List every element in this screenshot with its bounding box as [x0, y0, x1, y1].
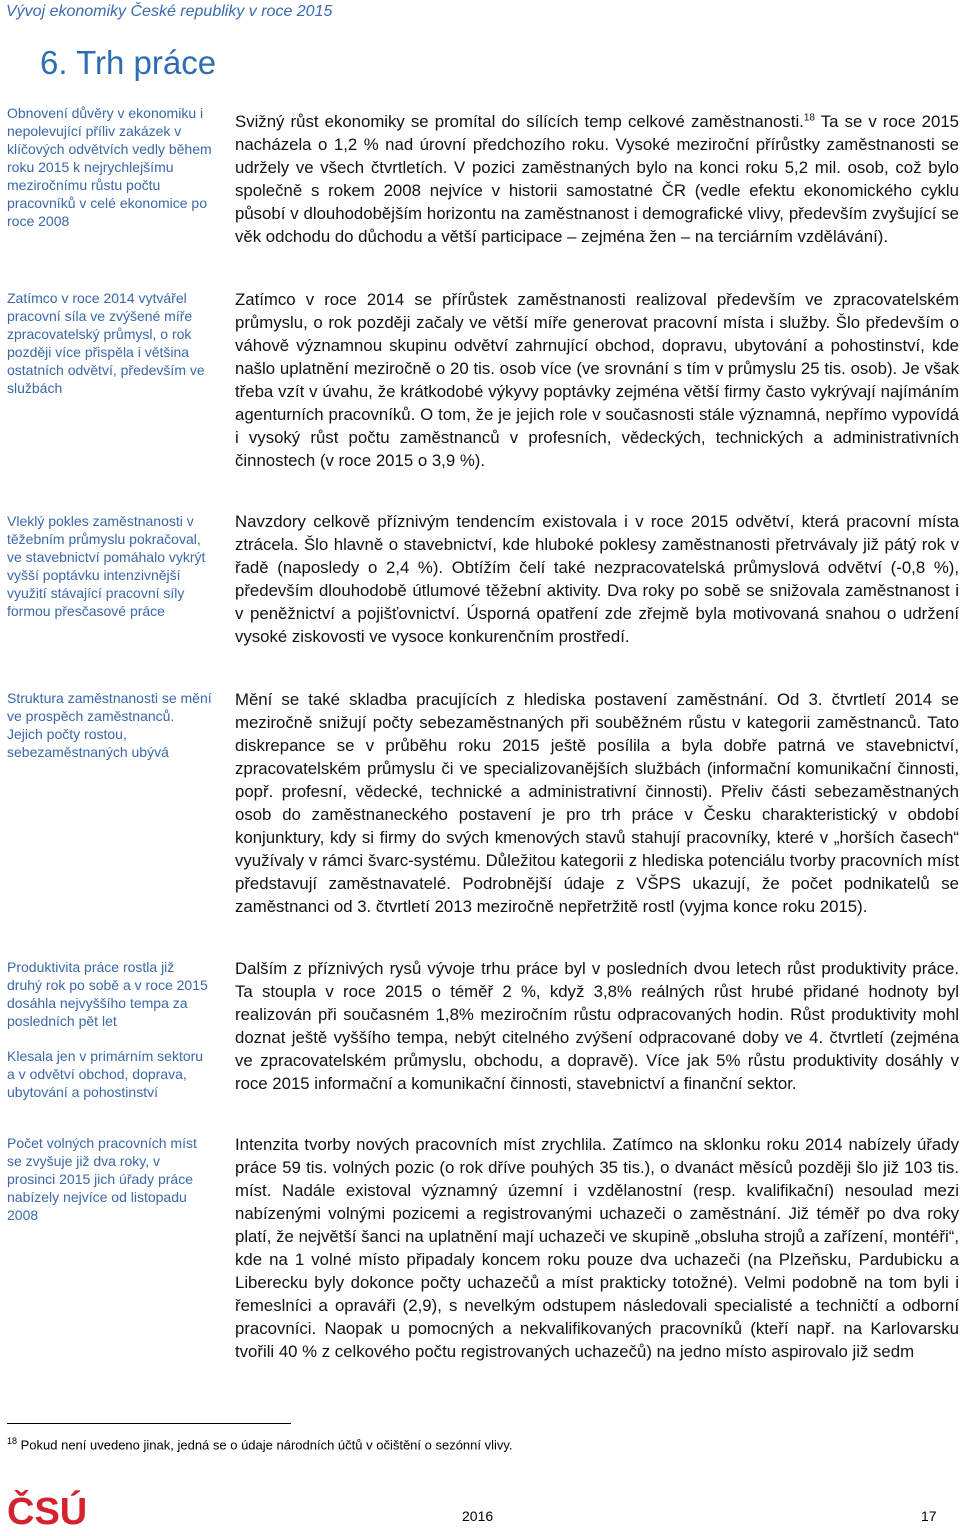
body-paragraph: Navzdory celkově příznivým tendencím existovala i v roce 2015 odvětví, která pracovní místa ztrácela. Šlo hlavně o stavebnictví, kde hluboké poklesy zaměstnanosti přetrvávaly již pátý rok v řadě (naposledy o 2,4 %). Obtížím čelí také nezpracovatelská průmyslová odvětví (-0,8 %), především dlouhodobě útlumové těžební aktivity. Dva roky po sobě se snižovala zaměstnanost i v peněžnictví a pojišťovnictví. Úsporná opatření zde zřejmě byla motivovaná snahou o udržení vysoké ziskovosti ve vysoce konkurenčním prostředí.	[235, 512, 959, 646]
running-header-title: Vývoj ekonomiky České republiky v roce 2015	[6, 3, 333, 20]
side-note: Zatímco v roce 2014 vytvářel pracovní síla ve zvýšené míře zpracovatelský průmysl, o rok později více přispěla i většina ostatních odvětví, především ve službách	[7, 290, 205, 396]
footer-year: 2016	[462, 1508, 494, 1524]
side-note: Obnovení důvěry v ekonomiku i nepolevující příliv zakázek v klíčových odvětvích vedly během roku 2015 k nejrychlejšímu meziročnímu růstu počtu pracovníků v celé ekonomice po roce 2008	[7, 105, 212, 229]
footnote-number: 18	[7, 1436, 18, 1446]
paragraph-text: Ta se v roce 2015 nacházela o 1,2 % nad úrovní předchozího roku. Vysoké meziroční přírůstky zaměstnanosti se udržely ve všech čtvrtletích. V pozici zaměstnaných bylo na konci roku 5,2 mil. osob, což bylo společně s rokem 2008 nejvíce v historii samostatné ČR (vedle efektu ekonomického cyklu působí v dlouhodobějším horizontu na zaměstnanost i demografické vlivy, především zvyšující se věk odchodu do důchodu a větší participace – zejména žen – na terciárním vzdělávání).	[235, 112, 959, 246]
side-note: Produktivita práce rostla již druhý rok po sobě a v roce 2015 dosáhla nejvyššího tempa za posledních pět let	[7, 959, 208, 1029]
chapter-title: 6. Trh práce	[40, 44, 217, 81]
paragraph-text: Svižný růst ekonomiky se promítal do sílících temp celkové zaměstnanosti.	[235, 112, 804, 131]
body-paragraph: Intenzita tvorby nových pracovních míst zrychlila. Zatímco na sklonku roku 2014 nabízely úřady práce 59 tis. volných pozic (o rok dříve pouhých 35 tis.), o dvanáct měsíců později šlo již 103 tis. míst. Nadále existoval významný územní i vzdělanostní (resp. kvalifikační) nesoulad mezi nabízenými volnými pozicemi a registrovanými uchazeči o zaměstnání. Již téměř po dva roky platí, že největší šanci na uplatnění mají uchazeči ve skupině „obsluha strojů a zařízení, montéři“, kde na 1 volné místo připadaly koncem roku pouze dva uchazeči (na Plzeňsku, Pardubicku a Liberecku byly dokonce počty uchazečů a míst prakticky totožné). Velmi podobně na tom byli i řemeslníci a opraváři (2,9), s nevelkým odstupem následovali specialisté a techničtí a odborní pracovníci. Naopak u pomocných a nekvalifikovaných pracovníků (kteří např. na Karlovarsku tvořili 40 % z celkového počtu registrovaných uchazečů) na jedno místo aspirovalo již sedm	[235, 1135, 959, 1361]
body-paragraph: Dalším z příznivých rysů vývoje trhu práce byl v posledních dvou letech růst produktivity práce. Ta stoupla v roce 2015 o téměř 2 %, když 3,8% reálných růst hrubé přidané hodnoty byl realizován při současném 1,8% meziročním růstu odpracovaných hodin. Růst produktivity mohl doznat ještě vyššího tempa, nebýt citelného zvýšení odpracované doby ve 4. čtvrtletí (zejména ve zpracovatelském průmyslu, obchodu, a dopravě). Více jak 5% růstu produktivity dosáhly v roce 2015 informační a komunikační činnosti, stavebnictví a finanční sektor.	[235, 959, 959, 1093]
side-note: Vleklý pokles zaměstnanosti v těžebním průmyslu pokračoval, ve stavebnictví pomáhalo vykrýt vyšší poptávku intenzivnější využití stávající pracovní síly formou přesčasové práce	[7, 513, 206, 619]
footnote	[7, 1436, 513, 1452]
body-paragraph: Mění se také skladba pracujících z hlediska postavení zaměstnání. Od 3. čtvrtletí 2014 se meziročně snižují počty sebezaměstnaných při souběžném růstu v kategorii zaměstnanců. Tato diskrepance se v průběhu roku 2015 ještě posílila a byla dobře patrná ve stavebnictví, zpracovatelském průmyslu či ve specializovanějších službách (informační komunikační činnosti, popř. profesní, vědecké, technické a administrativní činnosti). Přeliv části sebezaměstnaných osob do zaměstnaneckého postavení je pro trh práce v Česku charakteristický v období konjunktury, kdy si firmy do svých kmenových stavů stahují pracovníky, které v „horších časech“ využívaly v rámci švarc-systému. Důležitou kategorii z hlediska potenciálu tvorby pracovních míst představují zaměstnavatelé. Podrobnější údaje z VŠPS ukazují, že počet podnikatelů se zaměstnanci od 3. čtvrtletí 2013 meziročně nepřetržitě rostl (vyjma konce roku 2015).	[235, 690, 959, 916]
footnote-text: Pokud není uvedeno jinak, jedná se o údaje národních účtů v očištění o sezónní vlivy.	[17, 1437, 513, 1453]
footnote-separator	[7, 1423, 291, 1424]
side-note: Počet volných pracovních míst se zvyšuje již dva roky, v prosinci 2015 jich úřady práce nabízely nejvíce od listopadu 2008	[7, 1135, 197, 1223]
side-note: Klesala jen v primárním sektoru a v odvětví obchod, doprava, ubytování a pohostinství	[7, 1048, 204, 1100]
side-note: Struktura zaměstnanosti se mění ve prospěch zaměstnanců. Jejich počty rostou, sebezaměstnaných ubývá	[7, 690, 212, 760]
body-paragraph: Zatímco v roce 2014 se přírůstek zaměstnanosti realizoval především ve zpracovatelském průmyslu, o rok později začaly ve větší míře generovat pracovní místa i služby. Šlo především o váhově významnou skupinu odvětví zahrnující obchod, dopravu, ubytování a pohostinství, kde našlo uplatnění meziročně o 20 tis. osob více (ve srovnání s tím v průmyslu 25 tis. osob). Je však třeba vzít v úvahu, že krátkodobé výkyvy poptávky zejména větší firmy často vykrývají najímáním agenturních pracovníků. O tom, že je jejich role v současnosti stále významná, nepřímo vypovídá i vysoký růst počtu zaměstnanců v profesních, vědeckých, technických a administrativních činnostech (v roce 2015 o 3,9 %).	[235, 290, 959, 470]
page-number: 17	[921, 1508, 937, 1524]
csu-logo	[7, 1488, 89, 1528]
body-paragraph	[235, 110, 959, 248]
csu-logo-text: ČSÚ	[7, 1491, 88, 1528]
footnote-reference[interactable]: 18	[803, 112, 815, 124]
